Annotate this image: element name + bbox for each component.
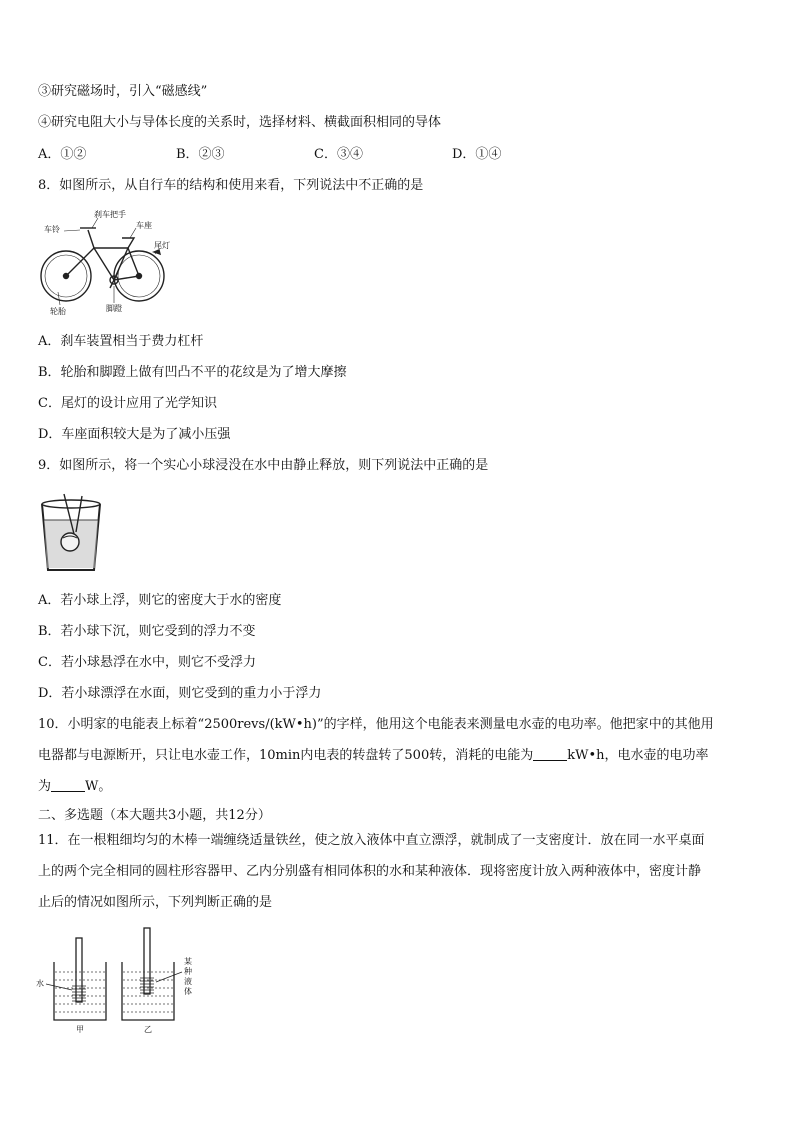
bicycle-figure xyxy=(36,208,171,318)
q9-option-a: A．若小球上浮，则它的密度大于水的密度 xyxy=(38,593,282,608)
q8-option-a: A．刹车装置相当于费力杠杆 xyxy=(38,334,204,349)
bicycle-label-bell: 车铃 xyxy=(44,225,60,234)
q8-option-c: C．尾灯的设计应用了光学知识 xyxy=(38,396,217,411)
q7-option-a: A．①② xyxy=(38,147,87,162)
q7-option-b: B．②③ xyxy=(176,147,225,162)
hydrometer-label-liquid-4: 体 xyxy=(184,987,192,996)
bicycle-label-pedal: 脚蹬 xyxy=(106,304,122,313)
hydrometer-label-liquid-3: 液 xyxy=(184,977,192,986)
q10-line-3-text-b: W。 xyxy=(85,779,112,794)
q7-option-c: C．③④ xyxy=(314,147,363,162)
q8-stem: 8．如图所示，从自行车的结构和使用来看，下列说法中不正确的是 xyxy=(38,178,424,193)
q11-line-3: 止后的情况如图所示，下列判断正确的是 xyxy=(38,895,273,910)
hydrometer-label-water: 水 xyxy=(36,979,44,988)
q8-option-b: B．轮胎和脚蹬上做有凹凸不平的花纹是为了增大摩擦 xyxy=(38,365,347,380)
q10-line-2 xyxy=(38,748,709,764)
hydrometer-label-jia: 甲 xyxy=(76,1025,84,1034)
item-4-text: ④研究电阻大小与导体长度的关系时，选择材料、横截面积相同的导体 xyxy=(38,115,442,130)
section-2-heading: 二、多选题（本大题共3小题，共12分） xyxy=(38,808,271,823)
hydrometer-label-yi: 乙 xyxy=(144,1025,152,1034)
hydrometer-figure xyxy=(36,924,198,1036)
q8-option-d: D．车座面积较大是为了减小压强 xyxy=(38,427,231,442)
beaker-ball-figure xyxy=(36,490,104,576)
q7-option-d: D．①④ xyxy=(452,147,502,162)
q10-line-2-text-a: 电器都与电源断开，只让电水壶工作，10min内电表的转盘转了500转，消耗的电能为 xyxy=(38,748,534,763)
q9-option-c: C．若小球悬浮在水中，则它不受浮力 xyxy=(38,655,256,670)
q10-line-3 xyxy=(38,779,111,795)
q11-line-1: 11．在一根粗细均匀的木棒一端缠绕适量铁丝，使之放入液体中直立漂浮，就制成了一支密度计．放在同一水平桌面 xyxy=(38,833,705,848)
q10-blank-energy xyxy=(533,748,567,761)
item-3-text: ③研究磁场时，引入“磁感线” xyxy=(38,84,208,99)
hydrometer-label-liquid-1: 某 xyxy=(184,957,192,966)
q10-blank-power xyxy=(51,779,85,792)
bicycle-label-tire: 轮胎 xyxy=(50,307,66,316)
q10-line-3-text-a: 为 xyxy=(38,779,52,794)
bicycle-label-taillight: 尾灯 xyxy=(154,241,170,250)
hydrometer-label-liquid-2: 种 xyxy=(184,967,192,976)
q9-option-d: D．若小球漂浮在水面，则它受到的重力小于浮力 xyxy=(38,686,322,701)
bicycle-label-seat: 车座 xyxy=(136,221,152,230)
q10-line-2-text-b: kW•h，电水壶的电功率 xyxy=(567,748,709,763)
q11-line-2: 上的两个完全相同的圆柱形容器甲、乙内分别盛有相同体积的水和某种液体．现将密度计放入两种液体中，密度计静 xyxy=(38,864,702,879)
q9-stem: 9．如图所示，将一个实心小球浸没在水中由静止释放，则下列说法中正确的是 xyxy=(38,458,489,473)
q9-option-b: B．若小球下沉，则它受到的浮力不变 xyxy=(38,624,256,639)
bicycle-label-brake: 刹车把手 xyxy=(94,210,126,219)
q10-line-1: 10．小明家的电能表上标着“2500revs/(kW•h)”的字样，他用这个电能表来测量电水壶的电功率。他把家中的其他用 xyxy=(38,717,714,732)
